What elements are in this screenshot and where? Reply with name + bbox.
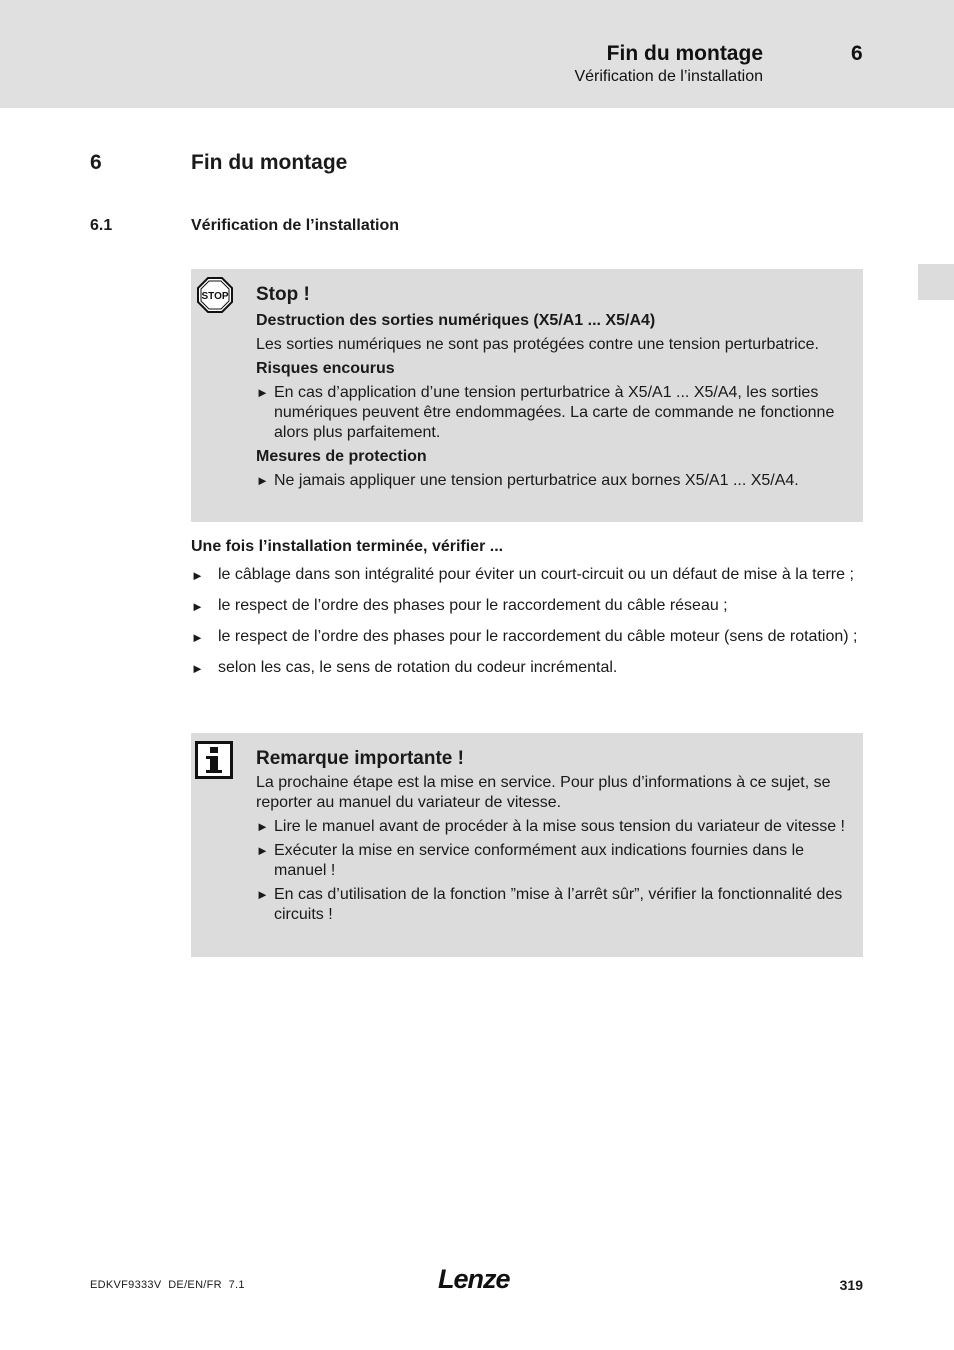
stop-sign-icon — [197, 277, 233, 313]
checklist-item-text: le respect de l’ordre des phases pour le raccordement du câble réseau ; — [218, 597, 728, 614]
important-note-box — [191, 733, 863, 957]
list-item — [256, 841, 855, 881]
measures-label: Mesures de protection — [256, 448, 427, 465]
checklist-title: Une fois l’installation terminée, vérifier ... — [191, 538, 504, 555]
stop-icon-label: STOP — [201, 291, 229, 302]
measure-text: Ne jamais appliquer une tension perturbatrice aux bornes X5/A1 ... X5/A4. — [274, 472, 799, 489]
arrow-bullet-icon: ► — [191, 661, 204, 676]
arrow-bullet-icon: ► — [256, 843, 269, 858]
list-item — [191, 564, 863, 586]
subsection-number: 6.1 — [90, 217, 113, 234]
list-item — [256, 471, 855, 491]
list-item — [256, 885, 855, 925]
list-item — [191, 657, 863, 679]
stop-heading: Stop ! — [256, 284, 310, 305]
arrow-bullet-icon: ► — [191, 630, 204, 645]
stop-warning-box — [191, 269, 863, 522]
header-title: Fin du montage — [606, 42, 763, 65]
arrow-bullet-icon: ► — [191, 568, 204, 583]
stop-hazard: Destruction des sorties numériques (X5/A1 ... X5/A4) — [256, 312, 656, 329]
header-chapter-number: 6 — [851, 42, 863, 65]
arrow-bullet-icon: ► — [191, 599, 204, 614]
list-item — [191, 595, 863, 617]
info-icon — [195, 741, 233, 779]
risks-label: Risques encourus — [256, 360, 395, 377]
arrow-bullet-icon: ► — [256, 819, 269, 834]
lenze-logo: Lenze — [438, 1264, 510, 1294]
page-header — [0, 0, 954, 108]
header-subtitle: Vérification de l’installation — [574, 68, 763, 85]
note-item-text: Exécuter la mise en service conformément aux indications fournies dans le manuel ! — [274, 842, 805, 879]
footer-doc-code: EDKVF9333V DE/EN/FR 7.1 — [90, 1279, 245, 1291]
subsection-title: Vérification de l’installation — [191, 217, 400, 234]
stop-description: Les sorties numériques ne sont pas protégées contre une tension perturbatrice. — [256, 336, 819, 353]
checklist-item-text: le câblage dans son intégralité pour éviter un court-circuit ou un défaut de mise à la terre ; — [218, 566, 854, 583]
list-item — [256, 817, 855, 837]
section-number: 6 — [90, 151, 102, 174]
note-text: La prochaine étape est la mise en service. Pour plus d’informations à ce sujet, se reporter au manuel du variateur de vitesse. — [256, 774, 831, 811]
list-item — [191, 626, 863, 648]
checklist — [191, 564, 863, 688]
note-heading: Remarque importante ! — [256, 748, 464, 769]
checklist-item-text: le respect de l’ordre des phases pour le raccordement du câble moteur (sens de rotation) ; — [218, 628, 858, 645]
arrow-bullet-icon: ► — [256, 473, 269, 488]
note-item-text: En cas d’utilisation de la fonction ”mise à l’arrêt sûr”, vérifier la fonctionnalité des circuits ! — [274, 886, 843, 923]
note-item-text: Lire le manuel avant de procéder à la mise sous tension du variateur de vitesse ! — [274, 818, 845, 835]
list-item — [256, 383, 855, 443]
arrow-bullet-icon: ► — [256, 887, 269, 902]
chapter-side-tab — [918, 264, 954, 300]
arrow-bullet-icon: ► — [256, 385, 269, 400]
risk-text: En cas d’application d’une tension perturbatrice à X5/A1 ... X5/A4, les sorties numériques peuvent être endommagées. La carte de commande ne fonctionne alors plus parfaitement. — [274, 384, 835, 441]
page-number: 319 — [839, 1277, 863, 1293]
section-title: Fin du montage — [191, 151, 348, 174]
checklist-item-text: selon les cas, le sens de rotation du codeur incrémental. — [218, 659, 618, 676]
